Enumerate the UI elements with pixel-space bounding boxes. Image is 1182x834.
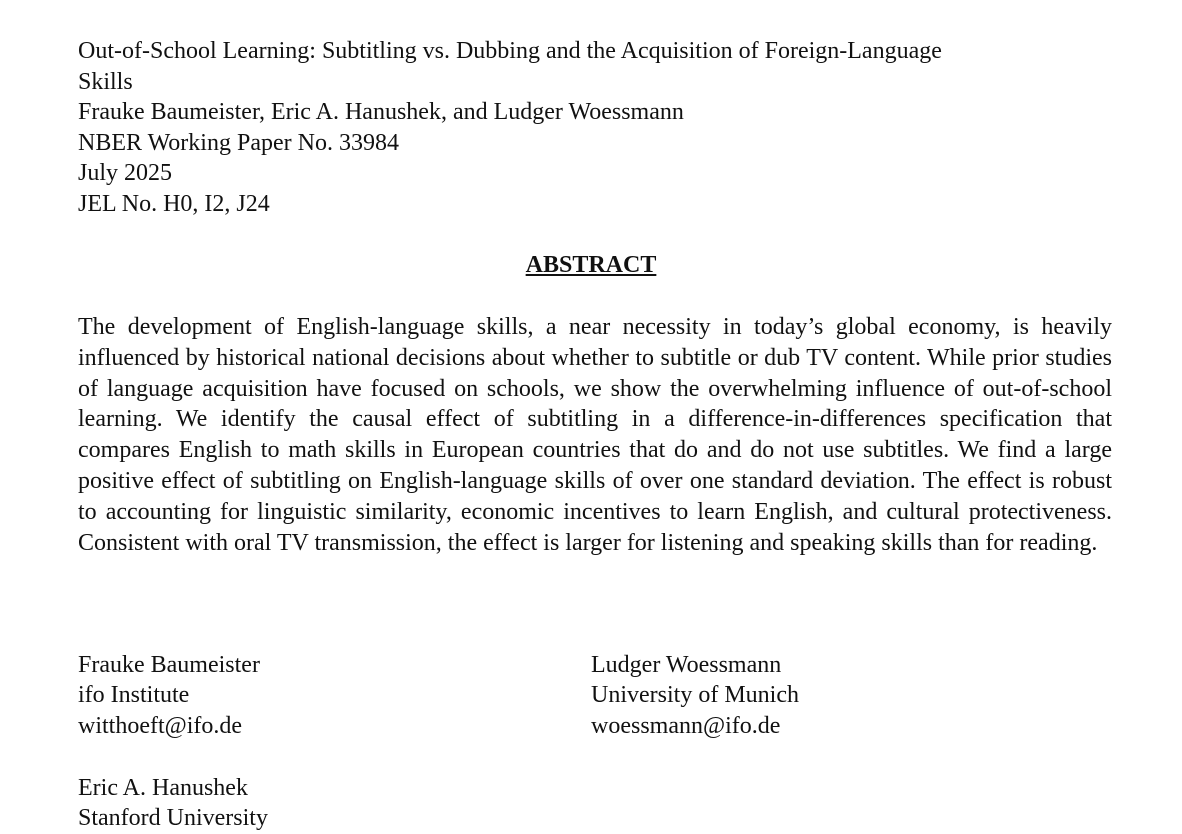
author-name: Frauke Baumeister <box>78 652 260 678</box>
paper-jel-codes: JEL No. H0, I2, J24 <box>78 190 270 217</box>
author-address-woessmann <box>591 650 799 741</box>
author-affiliation: University of Munich <box>591 682 799 709</box>
author-address-baumeister <box>78 650 260 741</box>
paper-title-line-1: Out-of-School Learning: Subtitling vs. Dubbing and the Acquisition of Foreign-Language <box>78 38 942 64</box>
paper-header <box>78 36 1078 220</box>
abstract-text: The development of English-language skills, a near necessity in today’s global economy, is heavily influenced by historical national decisions about whether to subtitle or dub TV content. While prior studies of language acquisition have focused on schools, we show the overwhelming influence of out-of-school learning. We identify the causal effect of subtitling in a difference-in-differences specification that compares English to math skills in European countries that do and do not use subtitles. We find a large positive effect of subtitling on English-language skills of over one standard deviation. The effect is robust to accounting for linguistic similarity, economic incentives to learn English, and cultural protectiveness. Consistent with oral TV transmission, the effect is larger for listening and speaking skills than for reading. <box>78 314 1112 556</box>
author-name: Ludger Woessmann <box>591 652 782 678</box>
author-email: woessmann@ifo.de <box>591 712 781 739</box>
paper-series: NBER Working Paper No. 33984 <box>78 129 399 156</box>
author-affiliation: ifo Institute <box>78 682 190 709</box>
author-name: Eric A. Hanushek <box>78 775 248 801</box>
abstract-heading: ABSTRACT <box>525 252 657 278</box>
author-email: witthoeft@ifo.de <box>78 712 243 739</box>
paper-authors: Frauke Baumeister, Eric A. Hanushek, and Ludger Woessmann <box>78 99 684 126</box>
author-affiliation: Stanford University <box>78 805 268 832</box>
paper-title-line-2: Skills <box>78 68 133 95</box>
author-address-hanushek <box>78 773 268 834</box>
paper-date: July 2025 <box>78 160 173 187</box>
